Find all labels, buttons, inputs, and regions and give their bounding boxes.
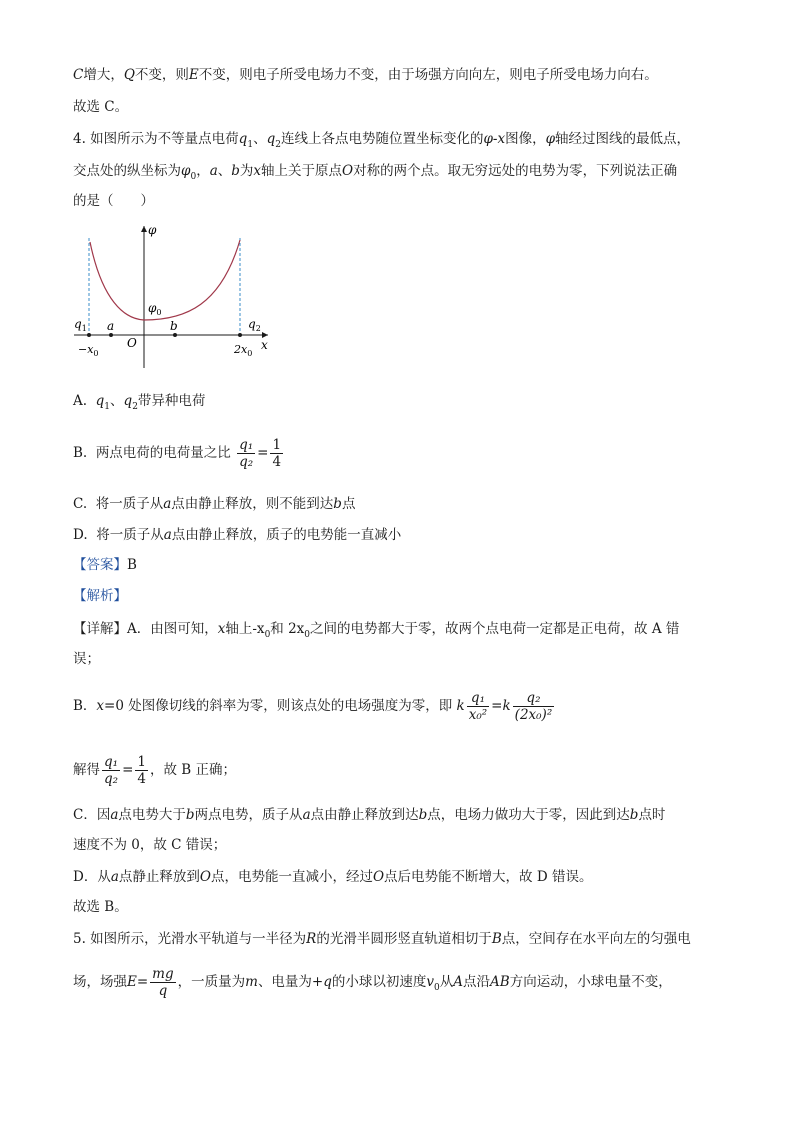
sub: 0 <box>190 172 197 182</box>
point-q1 <box>87 333 91 337</box>
text: A．由图可知， <box>127 621 218 637</box>
analysis-tag: 【解析】 <box>73 588 127 604</box>
detail-tag: 【详解】 <box>73 621 127 637</box>
sub: 2 <box>275 140 281 150</box>
detail-d-line <box>73 868 592 886</box>
text: = <box>136 974 149 990</box>
text: = <box>491 698 503 714</box>
option-d <box>73 526 401 544</box>
var-x: x <box>96 698 105 714</box>
sub: 1 <box>104 402 111 412</box>
var-b: B <box>491 931 502 947</box>
text: 连线上各点电势随位置坐标变化的 <box>280 131 484 147</box>
text: ，一质量为 <box>177 974 246 990</box>
detail-a-line-2: 误； <box>73 651 100 667</box>
text: 不变，则 <box>134 67 189 83</box>
sub: 0 <box>434 983 440 993</box>
text: 两点电势，质子从 <box>194 807 303 823</box>
den: x₀² <box>468 707 488 723</box>
detail-final: 故选 B。 <box>73 899 128 915</box>
line-1 <box>73 66 658 84</box>
text: 将一质子从 <box>95 496 164 512</box>
text: 轴经过图线的最低点， <box>555 131 691 147</box>
var-phi: φ <box>545 131 556 147</box>
label-phi0: $\varphi_0$ <box>148 301 162 317</box>
label-a: a <box>107 319 115 333</box>
text: 解得 <box>73 762 100 778</box>
sub: 1 <box>247 140 254 150</box>
var-a: a <box>110 807 119 823</box>
var-k: k <box>502 698 511 714</box>
text: 、 <box>110 393 124 409</box>
sub: 0 <box>304 630 311 640</box>
detail-solve-line <box>73 750 236 790</box>
var-phi0: φ <box>181 163 191 179</box>
detail-a-line-1 <box>73 620 679 644</box>
text: 从 <box>439 974 454 990</box>
den: q <box>158 983 168 999</box>
text: 轴上-x <box>225 621 265 637</box>
q4-line-3: 的是（ ） <box>73 193 154 209</box>
num: q₁ <box>467 690 489 707</box>
label-b: b <box>170 319 178 333</box>
text: 的光滑半圆形竖直轨道相切于 <box>316 931 492 947</box>
text: B． <box>73 698 97 714</box>
text: 点由静止释放，则不能到达 <box>171 496 334 512</box>
text: 点由静止释放，质子的电势能一直减小 <box>171 527 402 543</box>
text: 方向运动，小球电量不变， <box>509 974 672 990</box>
fraction <box>135 754 148 787</box>
var-a: a <box>163 496 172 512</box>
option-b <box>73 433 285 473</box>
sub: 0 <box>264 630 271 640</box>
num: 1 <box>137 754 146 770</box>
num: q₁ <box>239 437 254 453</box>
fraction <box>513 690 555 723</box>
label-o: O <box>127 336 137 350</box>
var-e: E <box>127 974 137 990</box>
var-x: x <box>253 163 262 179</box>
option-label: B. <box>73 445 88 461</box>
phi-x-graph <box>66 220 286 370</box>
answer-tag: 【答案】 <box>73 557 127 573</box>
label-neg-x0: $-x_0$ <box>78 343 99 358</box>
var-b: b <box>185 807 195 823</box>
text: =0 处图像切线的斜率为零，则该点处的电场强度为零，即 <box>104 698 453 714</box>
var-x: x <box>217 621 226 637</box>
var-a-point: A <box>453 974 464 990</box>
q5-line-2 <box>73 962 672 1008</box>
text: 交点处的纵坐标为 <box>73 163 181 179</box>
fraction <box>150 966 175 999</box>
var-q2: q <box>266 131 276 147</box>
var-r: R <box>306 931 317 947</box>
text: 点时 <box>638 807 666 823</box>
var-a: a <box>163 527 172 543</box>
var-b: b <box>333 496 342 512</box>
var-q: q <box>323 974 332 990</box>
text: 点，电势能一直减小，经过 <box>210 869 373 885</box>
text: 带异种电荷 <box>137 393 206 409</box>
var-ab: AB <box>490 974 510 990</box>
phi-curve <box>90 240 240 320</box>
label-x: x <box>261 338 268 352</box>
text: 为 <box>239 163 254 179</box>
text: 5. 如图所示，光滑水平轨道与一半径为 <box>73 931 307 947</box>
num: mg <box>152 966 174 982</box>
den: (2x₀)² <box>514 707 553 723</box>
text: = <box>257 445 269 461</box>
num: q₁ <box>104 754 119 770</box>
den: q₂ <box>104 771 119 787</box>
text: 点静止释放到 <box>118 869 200 885</box>
num: q₂ <box>513 690 555 707</box>
text: 点，空间存在水平向左的匀强电 <box>501 931 691 947</box>
var-a: a <box>209 163 218 179</box>
text: 图像， <box>505 131 546 147</box>
var-b: b <box>629 807 639 823</box>
text: 之间的电势都大于零，故两个点电荷一定都是正电荷，故 A 错 <box>310 621 680 637</box>
text: 场，场强 <box>73 974 127 990</box>
fraction <box>102 754 120 787</box>
option-c <box>73 495 355 513</box>
var-o: O <box>372 869 385 885</box>
sub: 2 <box>132 402 138 412</box>
fraction <box>237 437 255 470</box>
var-v: v <box>426 974 435 990</box>
text: = <box>122 762 134 778</box>
fraction <box>467 690 489 723</box>
var-o: O <box>199 869 211 885</box>
text: 点后电势能不断增大，故 D 错误。 <box>384 869 593 885</box>
text: ，故 B 正确； <box>149 762 236 778</box>
var-phix: φ-x <box>483 131 506 147</box>
option-label: C. <box>73 496 88 512</box>
text: 点电势大于 <box>118 807 186 823</box>
point-q2 <box>238 333 242 337</box>
num: 1 <box>272 437 282 453</box>
den: 4 <box>137 771 146 787</box>
text: 4. 如图所示为不等量点电荷 <box>73 131 239 147</box>
var-q2: q <box>123 393 133 409</box>
text: D．从 <box>73 869 111 885</box>
label-q2: $q_2$ <box>248 317 261 333</box>
fraction <box>270 437 283 470</box>
var-q: Q <box>123 67 135 83</box>
q4-line-2 <box>73 162 677 186</box>
option-a <box>73 392 205 416</box>
label-2x0: $2x_0$ <box>234 343 253 358</box>
var-b: b <box>231 163 240 179</box>
text: C．因 <box>73 807 111 823</box>
var-a: a <box>302 807 311 823</box>
text: ， <box>196 163 210 179</box>
option-label: A. <box>73 393 88 409</box>
label-phi-axis: φ <box>148 223 157 237</box>
var-q1: q <box>95 393 105 409</box>
label-q1: $q_1$ <box>74 317 87 333</box>
text: 、电量为+ <box>257 974 324 990</box>
q5-line-1 <box>73 930 691 948</box>
text: 和 2x <box>270 621 305 637</box>
text: 点由静止释放到达 <box>310 807 419 823</box>
text: 轴上关于原点 <box>261 163 343 179</box>
var-b: b <box>418 807 428 823</box>
var-a: a <box>110 869 119 885</box>
line-2: 故选 C。 <box>73 99 129 115</box>
text: 对称的两个点。取无穷远处的电势为零，下列说法正确 <box>353 163 678 179</box>
var-c: C <box>73 67 84 83</box>
text: 、 <box>253 131 267 147</box>
text: 点 <box>341 496 356 512</box>
text: 点，电场力做功大于零，因此到达 <box>427 807 630 823</box>
text: 不变，则电子所受电场力不变，由于场强方向向左，则电子所受电场力向右。 <box>198 67 658 83</box>
text: 点沿 <box>463 974 491 990</box>
var-q1: q <box>238 131 248 147</box>
den: 4 <box>272 454 282 470</box>
detail-b-line <box>73 686 556 726</box>
option-label: D. <box>73 527 88 543</box>
point-a <box>109 333 113 337</box>
answer-value: B <box>127 557 137 573</box>
var-m: m <box>245 974 258 990</box>
detail-c-line-1 <box>73 806 665 824</box>
var-e: E <box>188 67 199 83</box>
var-o: O <box>342 163 354 179</box>
text: 、 <box>217 163 232 179</box>
point-b <box>173 333 177 337</box>
text: 两点电荷的电荷量之比 <box>95 445 231 461</box>
q4-line-1 <box>73 130 690 154</box>
var-k: k <box>456 698 465 714</box>
text: 将一质子从 <box>96 527 164 543</box>
text: 的小球以初速度 <box>331 974 427 990</box>
den: q₂ <box>239 454 254 470</box>
detail-c-line-2: 速度不为 0，故 C 错误； <box>73 837 227 853</box>
answer-line <box>73 556 137 574</box>
text: 增大， <box>83 67 124 83</box>
